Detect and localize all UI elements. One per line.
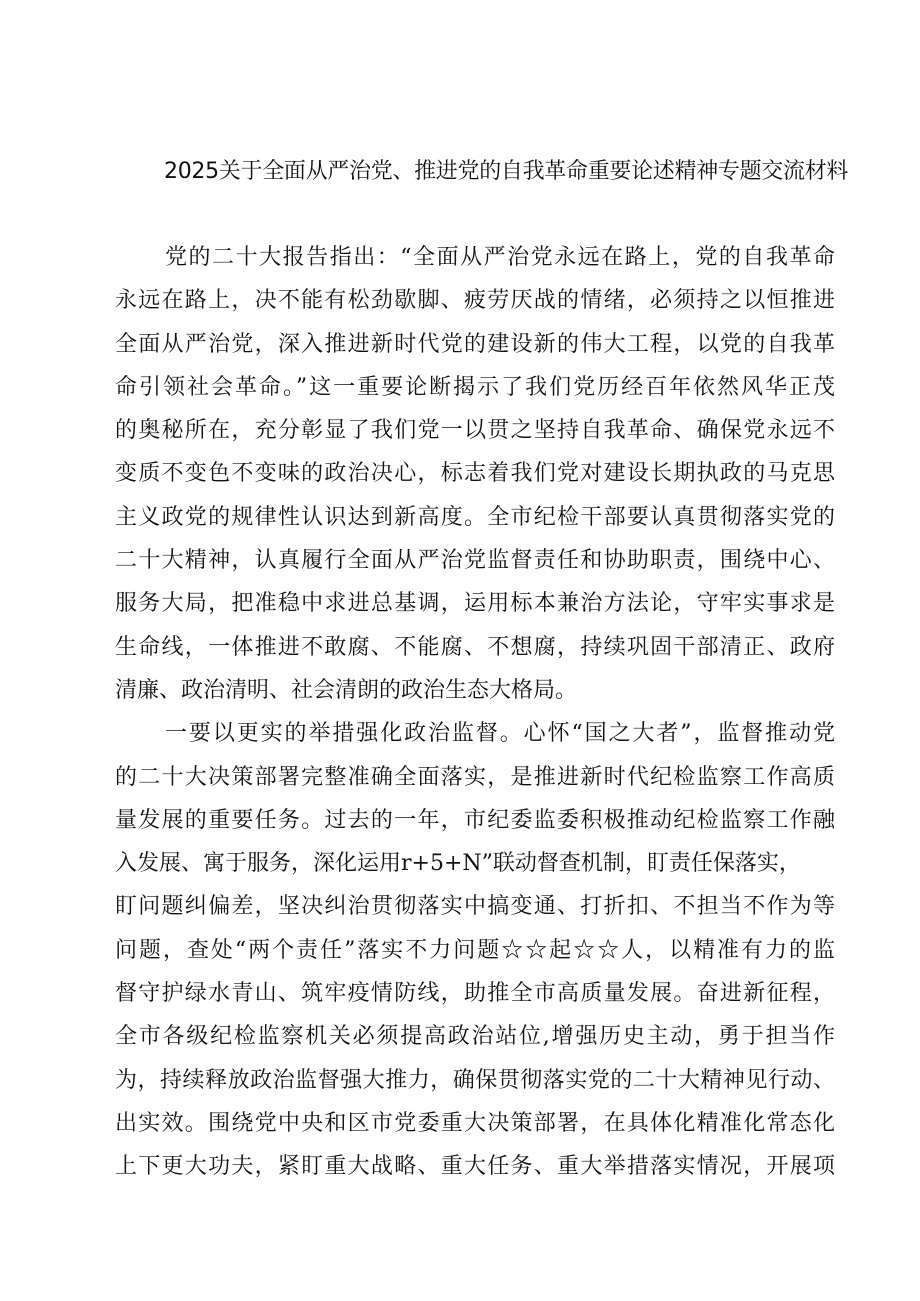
paragraph-1-line-1: 党的二十大报告指出：“全面从严治党永远在路上，党的自我革命	[165, 245, 835, 270]
paragraph-1-line-7: 主义政党的规律性认识达到新高度。全市纪检干部要认真贯彻落实党的	[115, 504, 835, 530]
paragraph-1-line-6: 变质不变色不变味的政治决心，标志着我们党对建设长期执政的马克思	[115, 461, 835, 487]
paragraph-1-line-8: 二十大精神，认真履行全面从严治党监督责任和协助职责，围绕中心、	[115, 548, 835, 574]
paragraph-1-line-5: 的奥秘所在，充分彰显了我们党一以贯之坚持自我革命、确保党永远不	[115, 418, 835, 444]
paragraph-2-line-2: 的二十大决策部署完整准确全面落实，是推进新时代纪检监察工作高质	[115, 764, 835, 790]
paragraph-2-line-1: 一要以更实的举措强化政治监督。心怀“国之大者”，监督推动党	[165, 721, 835, 747]
paragraph-1-line-3: 全面从严治党，深入推进新时代党的建设新的伟大工程，以党的自我革	[115, 331, 835, 357]
paragraph-2-line-11: 上下更大功夫，紧盯重大战略、重大任务、重大举措落实情况，开展项	[115, 1154, 835, 1180]
document-title: 2025关于全面从严治党、推进党的自我革命重要论述精神专题交流材料	[164, 159, 849, 184]
paragraph-1-line-4: 命引领社会革命。”这一重要论断揭示了我们党历经百年依然风华正茂	[115, 374, 835, 400]
paragraph-2-line-9: 为，持续释放政治监督强大推力，确保贯彻落实党的二十大精神见行动、	[115, 1067, 835, 1093]
paragraph-1-line-2: 永远在路上，决不能有松劲歇脚、疲劳厌战的情绪，必须持之以恒推进	[115, 288, 835, 314]
paragraph-1-line-9: 服务大局，把准稳中求进总基调，运用标本兼治方法论，守牢实事求是	[115, 591, 835, 617]
document-body	[115, 236, 835, 1189]
paragraph-2-line-5: 盯问题纠偏差，坚决纠治贯彻落实中搞变通、打折扣、不担当不作为等	[115, 894, 835, 920]
paragraph-2-line-8: 全市各级纪检监察机关必须提高政治站位,增强历史主动，勇于担当作	[115, 1024, 835, 1050]
paragraph-2-line-10: 出实效。围绕党中央和区市党委重大决策部署，在具体化精准化常态化	[115, 1110, 835, 1136]
paragraph-2-line-3: 量发展的重要任务。过去的一年，市纪委监委积极推动纪检监察工作融	[115, 807, 835, 833]
paragraph-2-line-6: 问题，查处“两个责任”落实不力问题☆☆起☆☆人，以精准有力的监	[115, 937, 835, 963]
paragraph-1-line-11: 清廉、政治清明、社会清朗的政治生态大格局。	[115, 677, 578, 703]
paragraph-1-line-10: 生命线，一体推进不敢腐、不能腐、不想腐，持续巩固干部清正、政府	[115, 634, 835, 660]
paragraph-2-line-4: 入发展、寓于服务，深化运用r+5+N”联动督查机制，盯责任保落实，	[115, 851, 801, 877]
paragraph-2-line-7: 督守护绿水青山、筑牢疫情防线，助推全市高质量发展。奋进新征程，	[115, 981, 835, 1007]
